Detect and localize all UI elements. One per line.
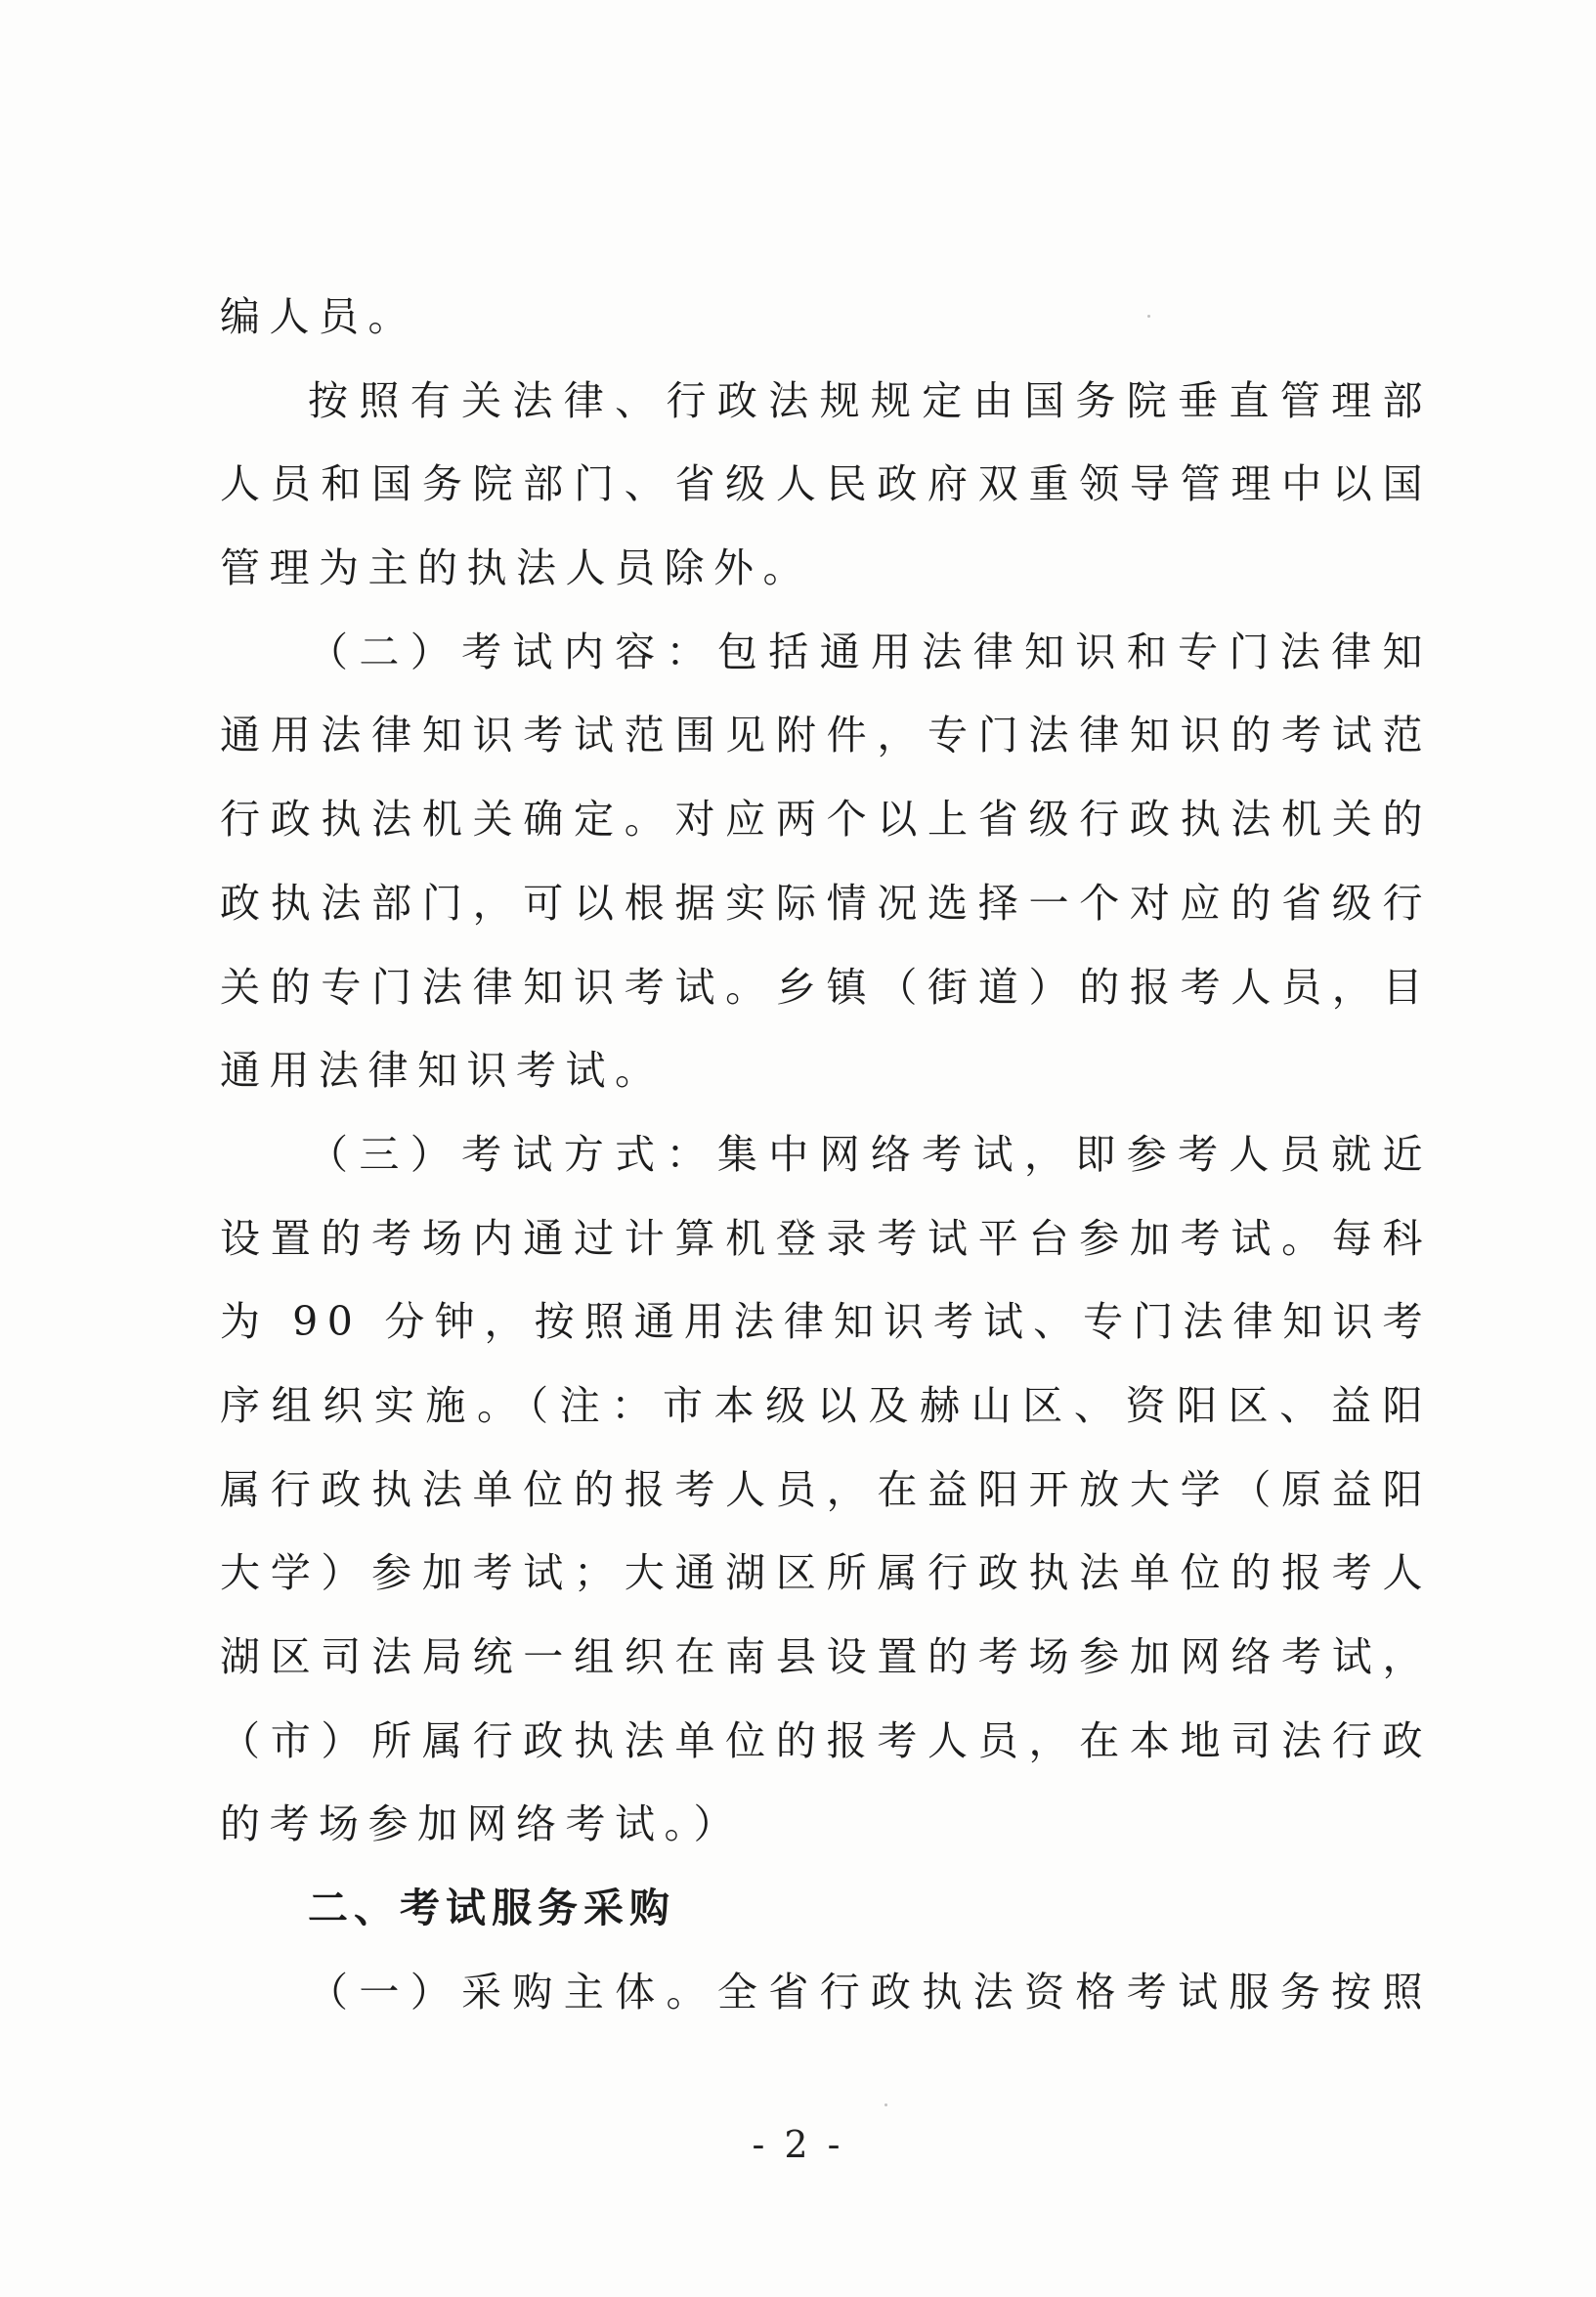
text-line-6: 通用法律知识考试范围见附件，专门法律知识的考试范 bbox=[220, 712, 1432, 759]
body-text bbox=[220, 276, 1432, 2034]
text-line-12: 设置的考场内通过计算机登录考试平台参加考试。每科 bbox=[220, 1214, 1432, 1262]
text-line-2: 按照有关法律、行政法规规定由国务院垂直管理部 bbox=[308, 376, 1432, 424]
text-line-7: 行政执法机关确定。对应两个以上省级行政执法机关的 bbox=[220, 796, 1432, 844]
scan-speck bbox=[1147, 315, 1150, 318]
text-line-1: 编人员。 bbox=[220, 293, 417, 340]
text-line-15: 属行政执法单位的报考人员，在益阳开放大学（原益阳 bbox=[220, 1465, 1432, 1513]
text-line-10: 通用法律知识考试。 bbox=[220, 1047, 665, 1095]
text-line-14: 序组织实施。（注：市本级以及赫山区、资阳区、益阳 bbox=[220, 1381, 1432, 1429]
section-heading: 二、考试服务采购 bbox=[308, 1885, 675, 1932]
text-line-17: 湖区司法局统一组织在南县设置的考场参加网络考试， bbox=[220, 1633, 1432, 1680]
page-number: - 2 - bbox=[752, 2123, 844, 2166]
text-line-8: 政执法部门，可以根据实际情况选择一个对应的省级行 bbox=[220, 879, 1432, 927]
scan-speck bbox=[884, 2103, 887, 2106]
text-line-13: 为 90 分钟，按照通用法律知识考试、专门法律知识考 bbox=[220, 1298, 1432, 1346]
text-line-16: 大学）参加考试；大通湖区所属行政执法单位的报考人 bbox=[220, 1549, 1432, 1597]
text-line-3: 人员和国务院部门、省级人民政府双重领导管理中以国 bbox=[220, 460, 1432, 508]
text-line-9: 关的专门法律知识考试。乡镇（街道）的报考人员，目 bbox=[220, 963, 1432, 1011]
text-line-18: （市）所属行政执法单位的报考人员，在本地司法行政 bbox=[220, 1716, 1432, 1764]
text-line-5: （二）考试内容：包括通用法律知识和专门法律知 bbox=[308, 628, 1432, 675]
text-line-11: （三）考试方式：集中网络考试，即参考人员就近 bbox=[308, 1130, 1432, 1178]
text-line-4: 管理为主的执法人员除外。 bbox=[220, 544, 812, 592]
text-line-19: 的考场参加网络考试。） bbox=[220, 1800, 743, 1848]
text-line-21: （一）采购主体。全省行政执法资格考试服务按照 bbox=[308, 1968, 1432, 2015]
